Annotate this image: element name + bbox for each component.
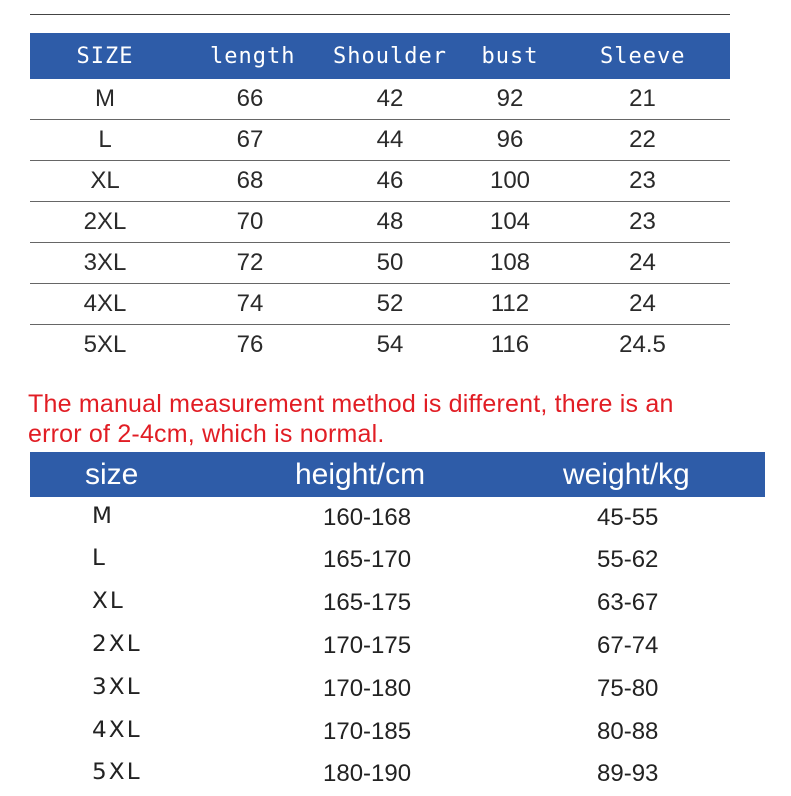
table-row (0, 754, 791, 796)
cell-height: 160-168 (323, 504, 412, 531)
table-row (30, 325, 730, 365)
note-line-2: error of 2-4cm, which is normal. (28, 420, 385, 448)
cell-size: M (95, 85, 115, 112)
cell-length: 72 (236, 249, 264, 276)
header-size: SIZE (76, 43, 134, 69)
cell-length: 67 (236, 126, 264, 153)
cell-shoulder: 42 (376, 85, 404, 112)
cell-sleeve: 24 (629, 290, 656, 317)
cell-size: L (98, 126, 112, 153)
cell-weight: 75-80 (597, 675, 659, 702)
table-row (0, 583, 791, 625)
cell-weight: 89-93 (597, 760, 659, 787)
cell-bust: 104 (489, 208, 531, 235)
cell-sleeve: 23 (629, 208, 656, 235)
cell-sleeve: 24.5 (619, 331, 666, 358)
cell-size: 3XL (83, 249, 127, 276)
cell-size: 4XL (83, 290, 127, 317)
table-row (30, 79, 730, 120)
cell-height: 180-190 (323, 760, 412, 787)
table-row (0, 540, 791, 582)
cell-size: 2XL (92, 632, 142, 657)
cell-size: 5XL (92, 760, 142, 785)
table-row (30, 284, 730, 325)
cell-weight: 80-88 (597, 718, 659, 745)
measurement-table-header (30, 33, 730, 79)
header-size: size (85, 458, 139, 491)
fit-table-header (30, 452, 765, 497)
table-row (30, 202, 730, 243)
cell-weight: 67-74 (597, 632, 659, 659)
header-length: length (210, 43, 296, 69)
cell-bust: 92 (496, 85, 524, 112)
cell-bust: 112 (490, 290, 530, 317)
cell-size: 4XL (92, 718, 142, 743)
header-sleeve: Sleeve (600, 43, 686, 69)
cell-sleeve: 23 (629, 167, 656, 194)
table-row (0, 669, 791, 711)
cell-length: 74 (236, 290, 264, 317)
header-weight: weight/kg (563, 458, 690, 491)
header-height: height/cm (295, 458, 426, 491)
cell-height: 170-175 (323, 632, 412, 659)
cell-bust: 108 (489, 249, 531, 276)
cell-bust: 96 (496, 126, 524, 153)
cell-length: 76 (236, 331, 264, 358)
cell-bust: 116 (490, 331, 530, 358)
note-line-1: The manual measurement method is different, there is an (28, 390, 674, 418)
cell-shoulder: 44 (376, 126, 404, 153)
cell-height: 170-180 (323, 675, 412, 702)
cell-weight: 63-67 (597, 589, 659, 616)
table-row (30, 161, 730, 202)
cell-size: 3XL (92, 675, 142, 700)
cell-bust: 100 (489, 167, 531, 194)
cell-shoulder: 48 (376, 208, 404, 235)
cell-length: 66 (236, 85, 264, 112)
cell-size: L (92, 546, 107, 571)
table-row (0, 626, 791, 668)
cell-size: 5XL (83, 331, 127, 358)
header-shoulder: Shoulder (333, 43, 447, 69)
cell-sleeve: 24 (629, 249, 656, 276)
cell-height: 165-170 (323, 546, 412, 573)
measurement-note (28, 389, 788, 449)
table-row (30, 243, 730, 284)
cell-size: XL (92, 589, 125, 614)
cell-size: M (92, 504, 115, 529)
cell-weight: 45-55 (597, 504, 659, 531)
cell-size: XL (90, 167, 120, 194)
cell-sleeve: 22 (629, 126, 656, 153)
table-row (0, 498, 791, 540)
cell-shoulder: 46 (376, 167, 404, 194)
table-row (0, 712, 791, 754)
cell-shoulder: 50 (376, 249, 404, 276)
cell-weight: 55-62 (597, 546, 659, 573)
table-row (30, 120, 730, 161)
measurement-table (30, 33, 730, 365)
cell-height: 165-175 (323, 589, 412, 616)
cell-shoulder: 52 (376, 290, 404, 317)
cell-height: 170-185 (323, 718, 412, 745)
top-divider (30, 14, 730, 15)
cell-size: 2XL (83, 208, 127, 235)
cell-length: 70 (236, 208, 264, 235)
cell-shoulder: 54 (376, 331, 404, 358)
cell-length: 68 (236, 167, 264, 194)
cell-sleeve: 21 (629, 85, 656, 112)
header-bust: bust (481, 43, 539, 69)
